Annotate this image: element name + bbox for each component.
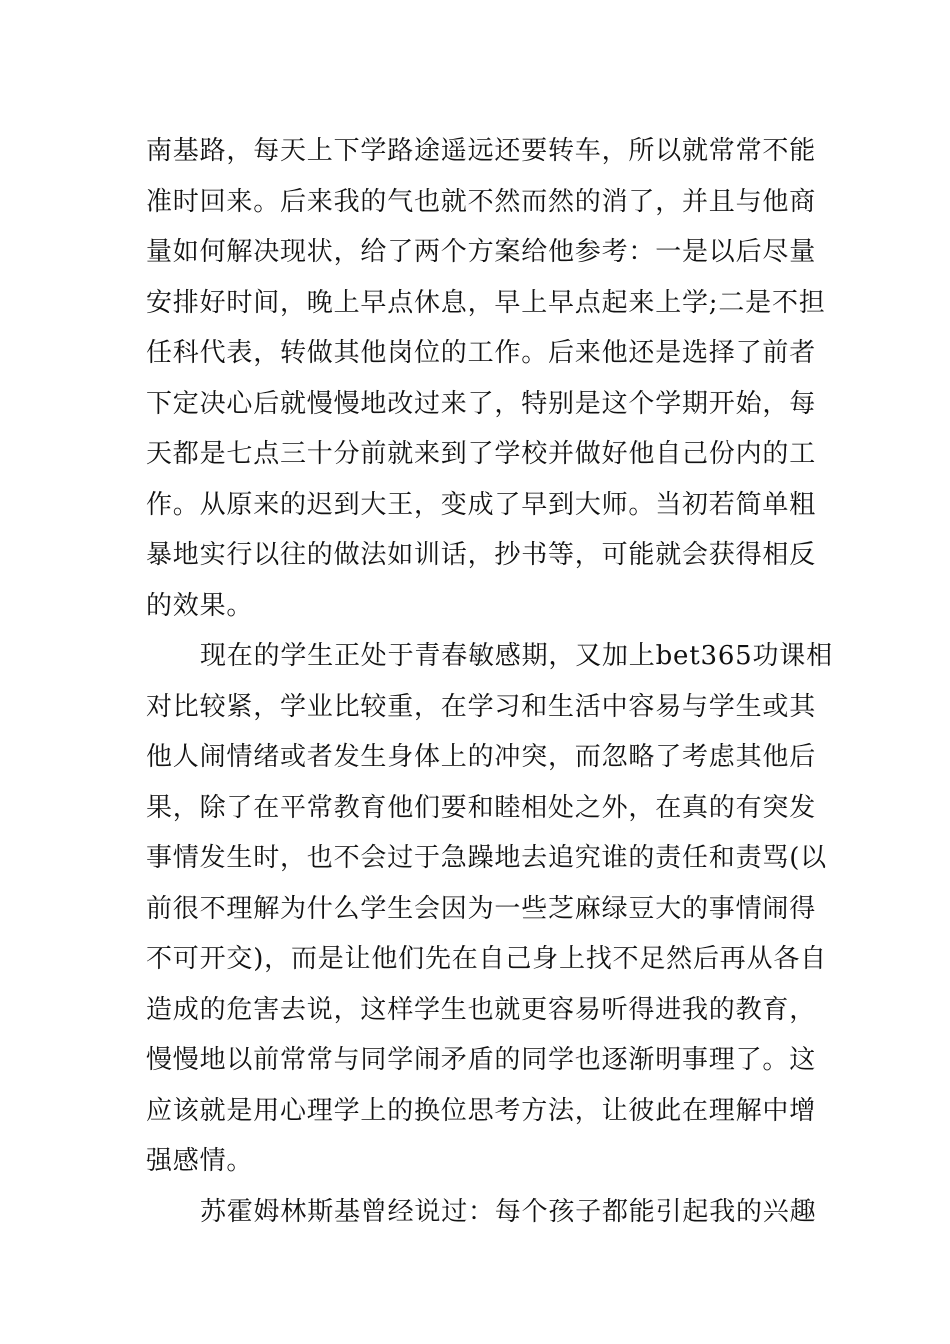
paragraph-3 <box>146 1187 817 1238</box>
text-line: 天都是七点三十分前就来到了学校并做好他自己份内的工 <box>146 439 817 469</box>
text-line: 任科代表，转做其他岗位的工作。后来他还是选择了前者 <box>146 338 817 368</box>
text-line: 准时回来。后来我的气也就不然而然的消了，并且与他商 <box>146 186 817 217</box>
text-line: 慢慢地以前常常与同学闹矛盾的同学也逐渐明事理了。这 <box>146 1045 817 1075</box>
text-line: 对比较紧，学业比较重，在学习和生活中容易与学生或其 <box>146 691 817 722</box>
paragraph-1 <box>146 126 826 631</box>
text-line: 的效果。 <box>146 590 254 621</box>
text-line: 他人闹情绪或者发生身体上的冲突，而忽略了考虑其他后 <box>146 742 817 772</box>
text-line-first: 现在的学生正处于青春敏感期，又加上bet365功课相 <box>200 641 833 671</box>
text-line: 事情发生时，也不会过于急躁地去追究谁的责任和责骂(以 <box>146 843 827 873</box>
text-line: 果，除了在平常教育他们要和睦相处之外，在真的有突发 <box>146 792 817 823</box>
text-line: 南基路，每天上下学路途遥远还要转车，所以就常常不能 <box>146 136 817 166</box>
text-line: 暴地实行以往的做法如训话，抄书等，可能就会获得相反 <box>146 540 817 570</box>
document-body <box>146 126 833 1237</box>
text-line: 不可开交)，而是让他们先在自己身上找不足然后再从各自 <box>146 944 827 974</box>
text-line: 强感情。 <box>146 1146 254 1176</box>
text-line: 量如何解决现状，给了两个方案给他参考：一是以后尽量 <box>146 237 817 267</box>
text-line: 应该就是用心理学上的换位思考方法，让彼此在理解中增 <box>146 1095 817 1126</box>
text-line: 前很不理解为什么学生会因为一些芝麻绿豆大的事情闹得 <box>146 893 817 924</box>
text-line: 下定决心后就慢慢地改过来了，特别是这个学期开始，每 <box>146 388 817 419</box>
text-line: 造成的危害去说，这样学生也就更容易听得进我的教育， <box>146 994 817 1025</box>
text-line-first: 苏霍姆林斯基曾经说过：每个孩子都能引起我的兴趣 <box>200 1196 817 1227</box>
text-line: 安排好时间，晚上早点休息，早上早点起来上学;二是不担 <box>146 287 826 318</box>
text-line: 作。从原来的迟到大王，变成了早到大师。当初若简单粗 <box>146 489 817 520</box>
paragraph-2 <box>146 631 833 1187</box>
